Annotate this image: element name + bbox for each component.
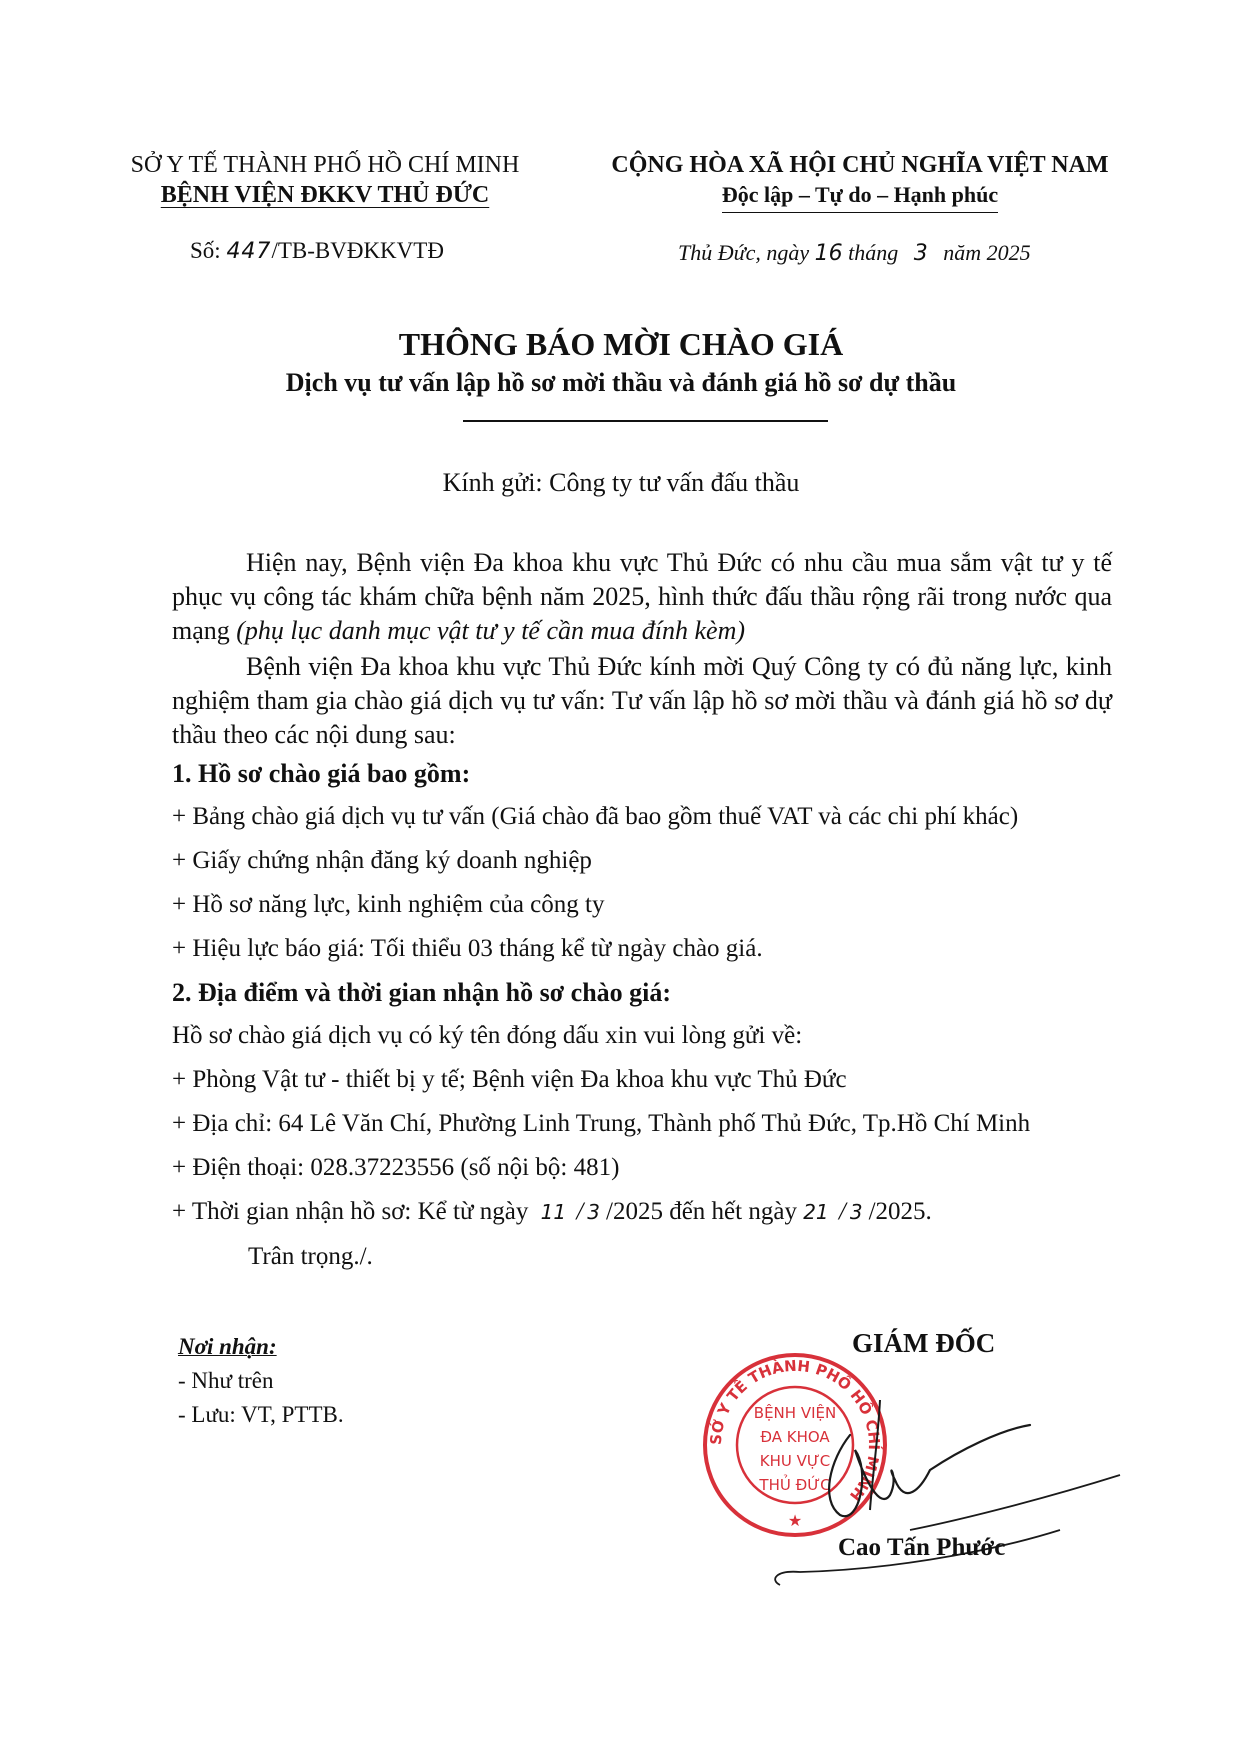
stamp-inner-line: ĐA KHOA xyxy=(760,1428,830,1446)
recipients-block xyxy=(178,1330,344,1432)
document-subtitle: Dịch vụ tư vấn lập hồ sơ mời thầu và đánh giá hồ sơ dự thầu xyxy=(285,368,957,397)
doc-number-prefix: Số: xyxy=(190,238,221,263)
section2-item: + Điện thoại: 028.37223556 (số nội bộ: 481) xyxy=(172,1154,620,1181)
section2-intro: Hồ sơ chào giá dịch vụ có ký tên đóng dấu xin vui lòng gửi về: xyxy=(172,1022,803,1049)
paragraph-invitation: Bệnh viện Đa khoa khu vực Thủ Đức kính mời Quý Công ty có đủ năng lực, kinh nghiệm tham gia chào giá dịch vụ tư vấn: Tư vấn lập hồ sơ mời thầu và đánh giá hồ sơ dự thầu theo các nội dung sau: xyxy=(172,652,1112,749)
handwritten-signature xyxy=(760,1380,1140,1600)
document-number xyxy=(190,238,444,264)
section2-item: + Địa chỉ: 64 Lê Văn Chí, Phường Linh Trung, Thành phố Thủ Đức, Tp.Hồ Chí Minh xyxy=(172,1110,1031,1137)
section2-heading: 2. Địa điểm và thời gian nhận hồ sơ chào giá: xyxy=(172,978,672,1007)
document-title: THÔNG BÁO MỜI CHÀO GIÁ xyxy=(398,326,844,362)
date-day: 16 xyxy=(814,241,843,266)
section1-heading: 1. Hồ sơ chào giá bao gồm: xyxy=(172,759,471,788)
stamp-inner-line: BỆNH VIỆN xyxy=(753,1404,837,1422)
document-date xyxy=(678,240,1031,266)
hospital-name: BỆNH VIỆN ĐKKV THỦ ĐỨC xyxy=(160,182,490,208)
submission-end-month: 3 xyxy=(849,1200,863,1224)
stamp-inner-line: KHU VỰC xyxy=(759,1452,831,1470)
doc-number-suffix: /TB-BVĐKKVTĐ xyxy=(271,238,444,263)
section2-item: + Phòng Vật tư - thiết bị y tế; Bệnh viện Đa khoa khu vực Thủ Đức xyxy=(172,1066,847,1093)
submission-period-prefix: + Thời gian nhận hồ sơ: Kể từ ngày xyxy=(172,1198,529,1225)
recipient-item: - Lưu: VT, PTTB. xyxy=(178,1402,344,1427)
stamp-inner-line: THỦ ĐỨC xyxy=(759,1476,831,1494)
closing-phrase: Trân trọng./. xyxy=(248,1243,373,1270)
section1-item: + Hồ sơ năng lực, kinh nghiệm của công ty xyxy=(172,891,605,918)
country-name: CỘNG HÒA XÃ HỘI CHỦ NGHĨA VIỆT NAM xyxy=(611,152,1109,178)
section1-item: + Hiệu lực báo giá: Tối thiểu 03 tháng kể từ ngày chào giá. xyxy=(172,935,763,962)
stamp-star-icon: ★ xyxy=(787,1513,803,1530)
national-motto xyxy=(590,150,1130,213)
recipient-line: Kính gửi: Công ty tư vấn đấu thầu xyxy=(442,468,800,497)
date-separator: / xyxy=(838,1198,846,1225)
submission-start-month: 3 xyxy=(587,1200,601,1224)
section1-item: + Bảng chào giá dịch vụ tư vấn (Giá chào đã bao gồm thuế VAT và các chi phí khác) xyxy=(172,803,1019,830)
signer-title: GIÁM ĐỐC xyxy=(852,1328,996,1358)
title-divider xyxy=(463,420,828,422)
paragraph-intro-note: (phụ lục danh mục vật tư y tế cần mua đính kèm) xyxy=(236,616,746,645)
submission-period xyxy=(172,1198,932,1226)
date-month-label: tháng xyxy=(848,240,899,265)
issuing-authority xyxy=(110,150,540,210)
submission-start-day: 11 xyxy=(540,1200,567,1224)
submission-period-end: /2025. xyxy=(868,1198,932,1225)
date-month: 3 xyxy=(913,241,928,266)
authority-line: SỞ Y TẾ THÀNH PHỐ HỒ CHÍ MINH xyxy=(130,152,520,178)
section1-item: + Giấy chứng nhận đăng ký doanh nghiệp xyxy=(172,847,592,874)
date-year: năm 2025 xyxy=(943,240,1031,265)
date-separator: / xyxy=(576,1198,584,1225)
motto: Độc lập – Tự do – Hạnh phúc xyxy=(722,180,998,213)
submission-end-day: 21 xyxy=(803,1200,829,1224)
recipient-item: - Như trên xyxy=(178,1368,274,1393)
stamp-outer-text-path: SỞ Y TẾ THÀNH PHỐ HỒ CHÍ MINH xyxy=(706,1356,884,1505)
date-place: Thủ Đức, ngày xyxy=(678,240,810,265)
paragraph-intro-text: Hiện nay, Bệnh viện Đa khoa khu vực Thủ Đức có nhu cầu mua sắm vật tư y tế phục vụ công tác khám chữa bệnh năm 2025, hình thức đấu thầu rộng rãi trong nước qua mạng xyxy=(172,548,1112,645)
signer-name: Cao Tấn Phước xyxy=(838,1534,1006,1561)
doc-number-handwritten: 447 xyxy=(226,239,272,264)
submission-period-mid: /2025 đến hết ngày xyxy=(606,1198,797,1225)
paragraph-intro xyxy=(172,546,1112,648)
recipients-heading: Nơi nhận: xyxy=(178,1334,277,1359)
